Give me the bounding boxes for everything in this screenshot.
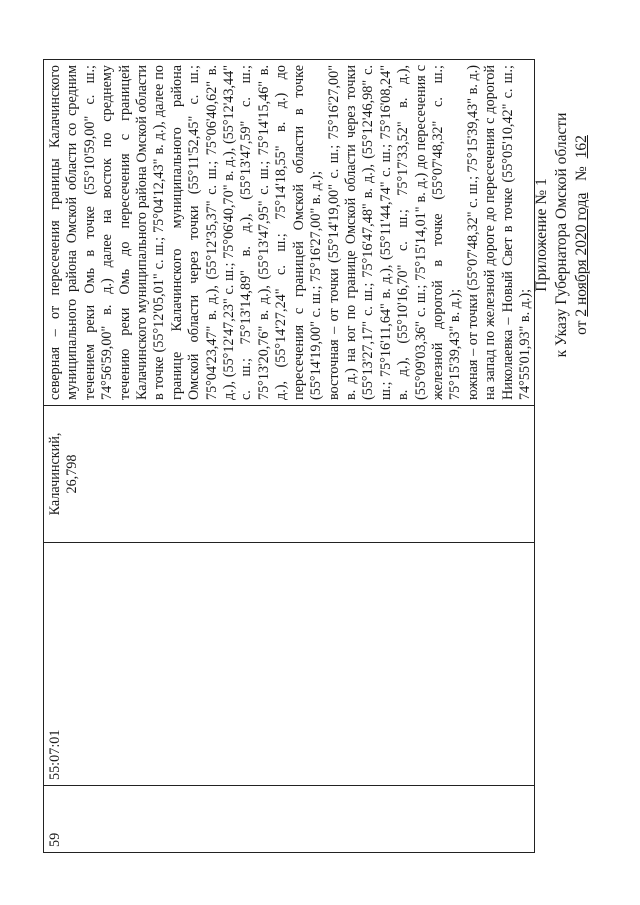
decree-date: 2 ноября 2020 года: [573, 192, 590, 317]
registry-table: [43, 59, 535, 853]
table-row: [44, 60, 535, 853]
boundary-south: южная – от точки (55°07'48,32" с. ш.; 75°15'39,43" в. д.) на запад по железной дороге до пересечения с дорогой Николаевка – Новый Свет в точке (55°05'10,42" с. ш.; 74°55'01,93" в. д.);: [464, 65, 533, 400]
boundary-description: [44, 60, 535, 406]
appendix-title: Приложение № 1: [533, 178, 550, 292]
row-number: 59: [44, 786, 535, 853]
date-prefix: от: [573, 320, 590, 335]
decree-number: 162: [573, 135, 590, 159]
boundary-north: северная – от пересечения границы Калачинского муниципального района Омской области со средним течением реки Омь в точке (55°10'59,00" с. ш.; 74°56'59,00" в. д.) далее на восток по среднему течению реки Омь до пересечения с границей Калачинского муниципального района Омской области в точке (55°12'05,01" с. ш.; 75°04'12,43" в. д.), далее по границе Калачинского муниципального района Омской области через точки (55°11'52,45" с. ш.; 75°04'23,47" в. д.), (55°12'35,37" с. ш.; 75°06'40,62" в. д.), (55°12'47,23" с. ш.; 75°06'40,70" в. д.), (55°12'43,44" с. ш.; 75°13'14,89" в. д.), (55°13'47,59" с. ш.; 75°13'20,76" в. д.), (55°13'47,95" с. ш.; 75°14'15,46" в. д.), (55°14'27,24" с. ш.; 75°14'18,55" в. д.) до пересечения с границей Омской области в точке (55°14'19,00" с. ш.; 75°16'27,00" в. д.);: [47, 65, 325, 400]
district-name: Калачинский,: [47, 432, 63, 516]
decree-date-line: [572, 75, 592, 395]
district-area: 26,798: [64, 454, 81, 494]
appendix-header: [532, 75, 592, 395]
district-cell: [44, 406, 535, 543]
number-prefix: №: [573, 166, 590, 181]
boundary-east: восточная – от точки (55°14'19,00" с. ш.; 75°16'27,00" в. д.) на юг по границе Омской области через точки (55°13'27,17" с. ш.; 75°16'47,48" в. д.), (55°12'46,98" с. ш.; 75°16'11,64" в. д.), (55°11'44,74" с. ш.; 75°16'08,24" в. д.), (55°10'16,70" с. ш.; 75°17'33,52" в. д.), (55°09'03,36" с. ш.; 75°15'14,01" в. д.) до пересечения с железной дорогой в точке (55°07'48,32" с. ш.; 75°15'39,43" в. д.);: [325, 65, 464, 400]
cadastral-code: 55:07:01: [44, 543, 535, 786]
decree-reference: к Указу Губернатора Омской области: [553, 112, 570, 358]
